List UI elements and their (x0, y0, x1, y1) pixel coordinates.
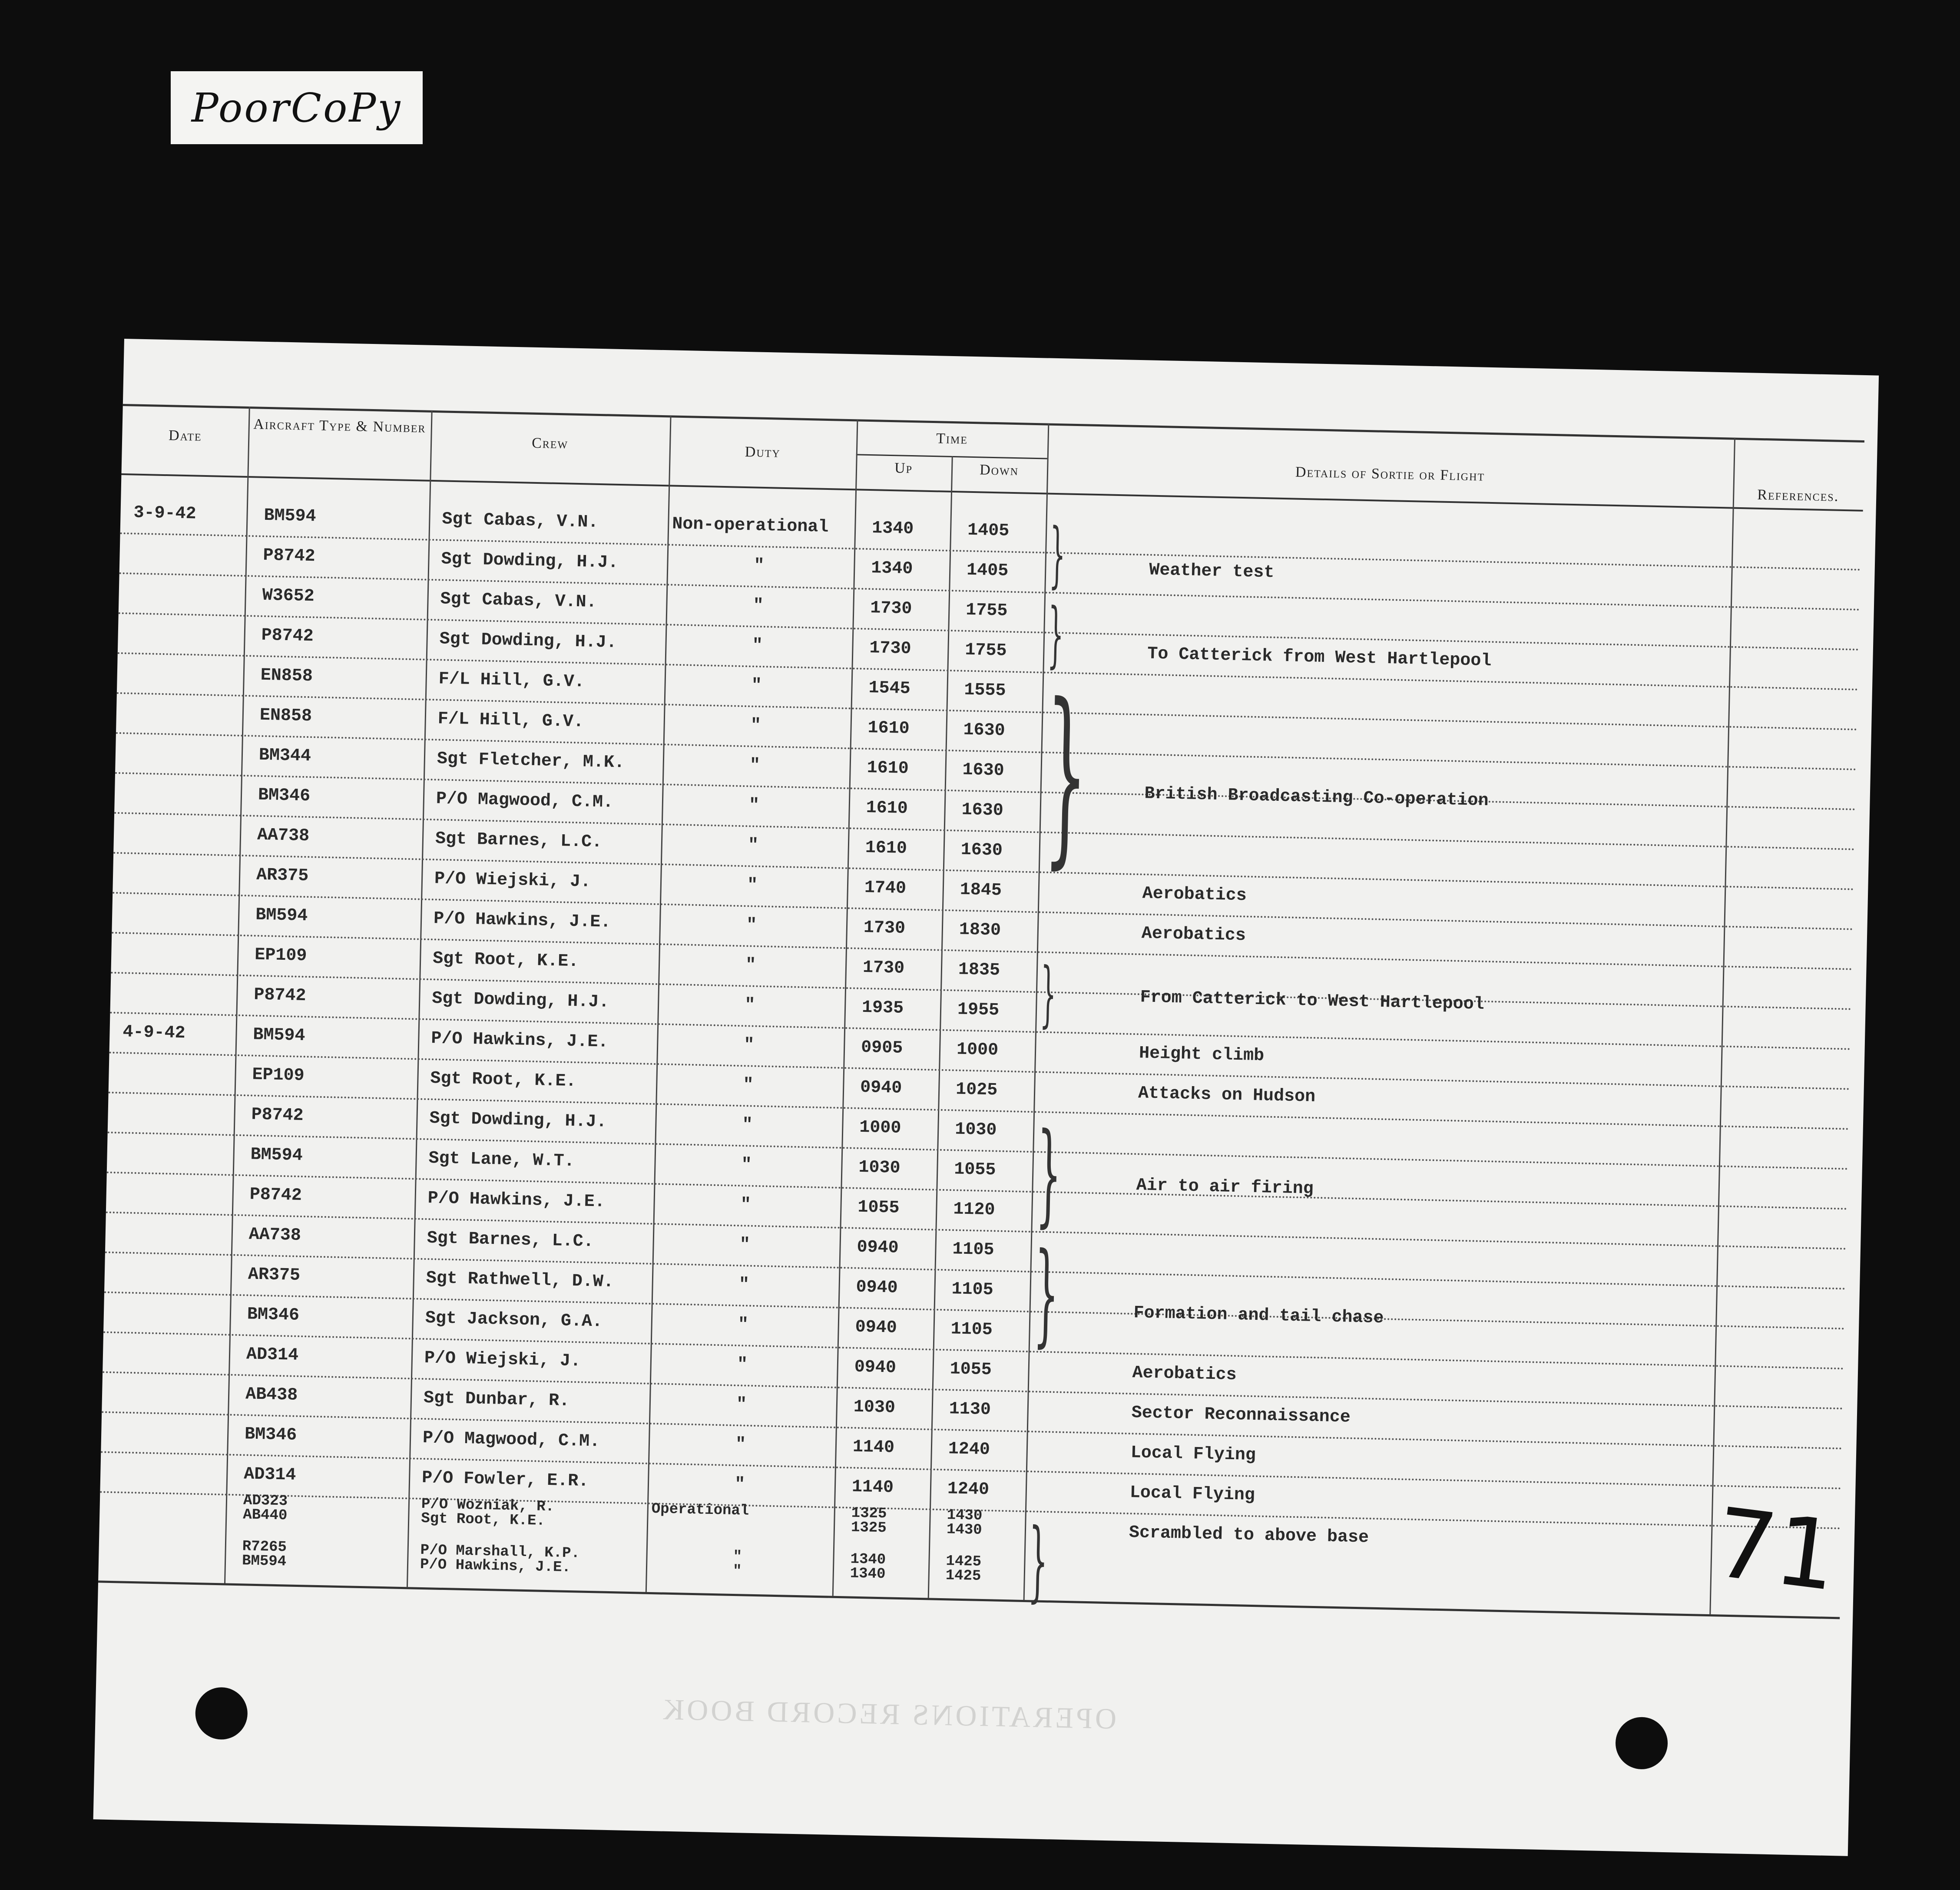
sortie-detail: Formation and tail chase (1133, 1303, 1384, 1328)
cell-up: 1610 (867, 718, 910, 739)
cell-duty: " (744, 995, 755, 1015)
cell-down: 1555 (964, 680, 1006, 701)
cell-up: 1340 (850, 1565, 886, 1583)
cell-aircraft: AA738 (248, 1225, 301, 1246)
cell-aircraft: AD314 (243, 1464, 296, 1485)
cell-duty: " (753, 556, 765, 576)
cell-duty: " (743, 1035, 755, 1055)
cell-up: 1030 (858, 1157, 901, 1178)
cell-down: 1755 (964, 640, 1007, 661)
cell-up: 0940 (857, 1237, 899, 1258)
cell-crew: Sgt Dowding, H.J. (429, 1109, 607, 1132)
cell-duty: " (742, 1075, 754, 1095)
sortie-detail: From Catterick to West Hartlepool (1140, 988, 1485, 1015)
group-brace: } (1049, 512, 1066, 596)
group-brace: } (1043, 663, 1090, 886)
cell-up: 0940 (856, 1277, 898, 1298)
cell-up: 1340 (871, 558, 913, 579)
cell-duty: " (751, 676, 762, 696)
cell-duty: " (745, 955, 756, 975)
cell-crew: P/O Fowler, E.R. (421, 1468, 589, 1491)
cell-crew: Sgt Barnes, L.C. (427, 1229, 594, 1252)
sortie-detail: British Broadcasting Co-operation (1144, 784, 1489, 811)
cell-up: 1610 (867, 758, 909, 779)
cell-duty: Operational (651, 1501, 749, 1520)
cell-down: 1105 (952, 1239, 994, 1260)
header-references: References. (1757, 486, 1839, 505)
cell-down: 1105 (951, 1279, 994, 1300)
cell-down: 1955 (957, 1000, 1000, 1021)
cell-crew: P/O Hawkins, J.E. (430, 1029, 609, 1052)
group-brace: } (1033, 1229, 1060, 1359)
cell-aircraft: BM594 (253, 1025, 305, 1046)
cell-aircraft: BM594 (250, 1145, 303, 1166)
cell-up: 1140 (852, 1437, 895, 1458)
cell-up: 1730 (870, 598, 912, 619)
cell-aircraft: BM344 (258, 745, 311, 767)
cell-down: 1000 (956, 1040, 999, 1061)
cell-duty: " (750, 716, 761, 736)
cell-aircraft: BM346 (244, 1424, 297, 1445)
cell-duty: " (736, 1395, 747, 1415)
cell-up: 1935 (861, 998, 904, 1018)
cell-aircraft: EN858 (259, 705, 312, 727)
cell-up: 1610 (865, 838, 907, 859)
cell-aircraft: P8742 (263, 545, 316, 567)
cell-crew: Sgt Rathwell, D.W. (426, 1269, 614, 1292)
cell-aircraft: BM594 (242, 1553, 287, 1570)
cell-up: 1340 (871, 519, 914, 539)
punch-hole-left (195, 1687, 248, 1740)
sortie-detail: Air to air firing (1136, 1175, 1314, 1199)
cell-crew: Sgt Cabas, V.N. (440, 589, 597, 612)
header-date: Date (168, 427, 202, 444)
cell-crew: P/O Marshall, K.P. (420, 1542, 580, 1562)
cell-duty: " (740, 1195, 752, 1215)
cell-crew: Sgt Dunbar, R. (423, 1388, 570, 1411)
sortie-detail: Weather test (1149, 560, 1275, 583)
cell-duty: " (741, 1155, 752, 1175)
cell-crew: P/O Wiejski, J. (434, 869, 591, 892)
cell-down: 1055 (950, 1359, 992, 1380)
cell-up: 0940 (854, 1357, 897, 1378)
cell-crew: P/O Magwood, C.M. (436, 789, 614, 813)
cell-up: 1730 (863, 918, 906, 938)
cell-crew: Sgt Fletcher, M.K. (437, 749, 625, 773)
sortie-detail: Height climb (1139, 1044, 1265, 1066)
cell-down: 1405 (966, 560, 1009, 581)
cell-down: 1845 (960, 880, 1002, 901)
cell-down: 1130 (949, 1399, 991, 1420)
cell-down: 1105 (950, 1319, 993, 1340)
cell-down: 1630 (963, 720, 1006, 741)
cell-crew: Sgt Root, K.E. (420, 1510, 546, 1530)
cell-aircraft: R7265 (242, 1538, 287, 1556)
cell-crew: Sgt Barnes, L.C. (435, 829, 603, 852)
cell-up: 0940 (855, 1317, 897, 1338)
cell-aircraft: EP109 (252, 1065, 305, 1086)
cell-up: 1730 (869, 638, 911, 659)
cell-crew: F/L Hill, G.V. (437, 709, 584, 732)
cell-duty: " (738, 1315, 749, 1335)
header-up: Up (894, 460, 913, 477)
cell-aircraft: P8742 (251, 1105, 304, 1126)
cell-aircraft: W3652 (262, 585, 315, 607)
cell-aircraft: AR375 (248, 1265, 301, 1285)
cell-crew: Sgt Dowding, H.J. (441, 549, 619, 573)
header-down: Down (979, 462, 1019, 479)
header-details: Details of Sortie or Flight (1295, 464, 1485, 484)
cell-duty: " (732, 1563, 742, 1580)
cell-duty: " (752, 596, 764, 616)
cell-crew: P/O Magwood, C.M. (422, 1428, 600, 1452)
sortie-detail: Local Flying (1130, 1443, 1256, 1466)
cell-up: 1030 (853, 1397, 896, 1418)
cell-crew: P/O Wozniak, R. (421, 1496, 555, 1516)
cell-down: 1430 (946, 1521, 982, 1539)
cell-crew: Sgt Lane, W.T. (428, 1149, 575, 1172)
cell-aircraft: EP109 (254, 945, 307, 966)
cell-duty: " (752, 636, 763, 656)
header-aircraft: Aircraft Type & Number (253, 416, 426, 436)
cell-aircraft: AD314 (246, 1345, 299, 1365)
cell-duty: " (748, 836, 759, 856)
cell-crew: P/O Hawkins, J.E. (427, 1189, 606, 1212)
cell-crew: Sgt Dowding, H.J. (439, 629, 617, 653)
cell-crew: Sgt Dowding, H.J. (431, 989, 609, 1012)
sortie-detail: Attacks on Hudson (1138, 1084, 1316, 1107)
group-brace: } (1027, 1510, 1049, 1612)
cell-down: 1755 (965, 600, 1008, 621)
cell-up: 0905 (861, 1038, 903, 1058)
cell-aircraft: P8742 (253, 985, 306, 1006)
cell-date: 3-9-42 (133, 503, 197, 524)
cell-up: 1325 (851, 1505, 887, 1523)
header-duty: Duty (745, 443, 781, 461)
cell-down: 1630 (960, 840, 1003, 861)
cell-down: 1055 (954, 1160, 996, 1180)
cell-crew: P/O Hawkins, J.E. (433, 909, 611, 932)
cell-aircraft: AB438 (245, 1384, 298, 1405)
sortie-detail: Aerobatics (1141, 924, 1246, 946)
cell-aircraft: BM594 (264, 506, 317, 527)
cell-duty: " (735, 1435, 746, 1455)
cell-aircraft: AD323 (243, 1492, 288, 1510)
cell-crew: F/L Hill, G.V. (438, 669, 585, 692)
cell-aircraft: BM346 (258, 785, 311, 806)
cell-crew: Sgt Jackson, G.A. (425, 1308, 603, 1332)
cell-down: 1240 (948, 1439, 990, 1460)
cell-aircraft: P8742 (249, 1185, 302, 1206)
cell-aircraft: BM346 (247, 1305, 300, 1325)
sortie-detail: Sector Reconnaissance (1131, 1403, 1351, 1427)
cell-up: 1545 (868, 678, 910, 699)
cell-duty: " (747, 876, 758, 895)
cell-duty: " (734, 1475, 745, 1495)
cell-down: 1405 (967, 520, 1010, 541)
cell-duty: " (742, 1115, 753, 1135)
cell-down: 1630 (961, 800, 1004, 821)
cell-up: 1055 (858, 1197, 900, 1218)
sortie-detail: To Catterick from West Hartlepool (1147, 644, 1492, 671)
cell-duty: " (746, 915, 757, 935)
sortie-detail: Aerobatics (1132, 1363, 1237, 1385)
poor-copy-note (171, 71, 423, 144)
header-crew: Crew (531, 435, 569, 452)
record-card (93, 339, 1879, 1856)
cell-crew: P/O Hawkins, J.E. (420, 1556, 571, 1576)
cell-duty: " (749, 756, 761, 776)
sortie-detail: Local Flying (1129, 1483, 1255, 1506)
group-brace: } (1035, 1109, 1063, 1239)
cell-duty: " (748, 796, 760, 816)
cell-up: 1740 (864, 878, 907, 899)
note-text: PoorCoPy (191, 84, 402, 131)
cell-aircraft: P8742 (261, 625, 314, 647)
cell-down: 1430 (947, 1507, 983, 1524)
cell-down: 1630 (962, 760, 1005, 781)
cell-up: 1340 (850, 1551, 886, 1569)
sortie-detail: Aerobatics (1142, 884, 1247, 906)
cell-duty: " (733, 1548, 742, 1566)
cell-down: 1025 (955, 1080, 998, 1100)
cell-crew: Sgt Cabas, V.N. (441, 509, 599, 532)
cell-up: 1730 (862, 958, 905, 978)
cell-aircraft: AB440 (242, 1507, 288, 1524)
cell-down: 1425 (946, 1553, 982, 1570)
cell-crew: Sgt Root, K.E. (432, 949, 579, 972)
cell-up: 1325 (851, 1519, 887, 1537)
cell-down: 1240 (947, 1479, 990, 1500)
cell-down: 1835 (958, 960, 1000, 981)
cell-crew: Sgt Root, K.E. (430, 1069, 576, 1092)
cell-up: 1140 (851, 1477, 894, 1498)
cell-up: 1610 (866, 798, 908, 819)
cell-up: 0940 (860, 1077, 902, 1098)
mirrored-stamp-text: OPERATIONS RECORD BOOK (660, 1692, 1117, 1735)
sortie-detail: Scrambled to above base (1129, 1523, 1369, 1548)
cell-down: 1425 (945, 1567, 981, 1585)
page-reference-number: 71 (1708, 1487, 1844, 1612)
header-time: Time (936, 430, 968, 447)
cell-duty: " (738, 1275, 750, 1295)
punch-hole-right (1615, 1717, 1668, 1770)
cell-date: 4-9-42 (122, 1022, 186, 1044)
cell-aircraft: AA738 (257, 825, 310, 846)
cell-down: 1830 (959, 920, 1001, 941)
cell-down: 1120 (953, 1199, 995, 1220)
cell-duty: " (737, 1355, 748, 1375)
cell-aircraft: EN858 (260, 665, 313, 687)
cell-down: 1030 (954, 1120, 997, 1140)
cell-duty: Non-operational (672, 514, 829, 538)
cell-duty: " (739, 1235, 751, 1255)
cell-aircraft: AR375 (256, 865, 309, 886)
group-brace: } (1047, 592, 1065, 676)
cell-crew: P/O Wiejski, J. (424, 1348, 581, 1371)
cell-aircraft: BM594 (255, 905, 308, 926)
cell-up: 1000 (859, 1117, 901, 1138)
group-brace: } (1039, 952, 1057, 1036)
